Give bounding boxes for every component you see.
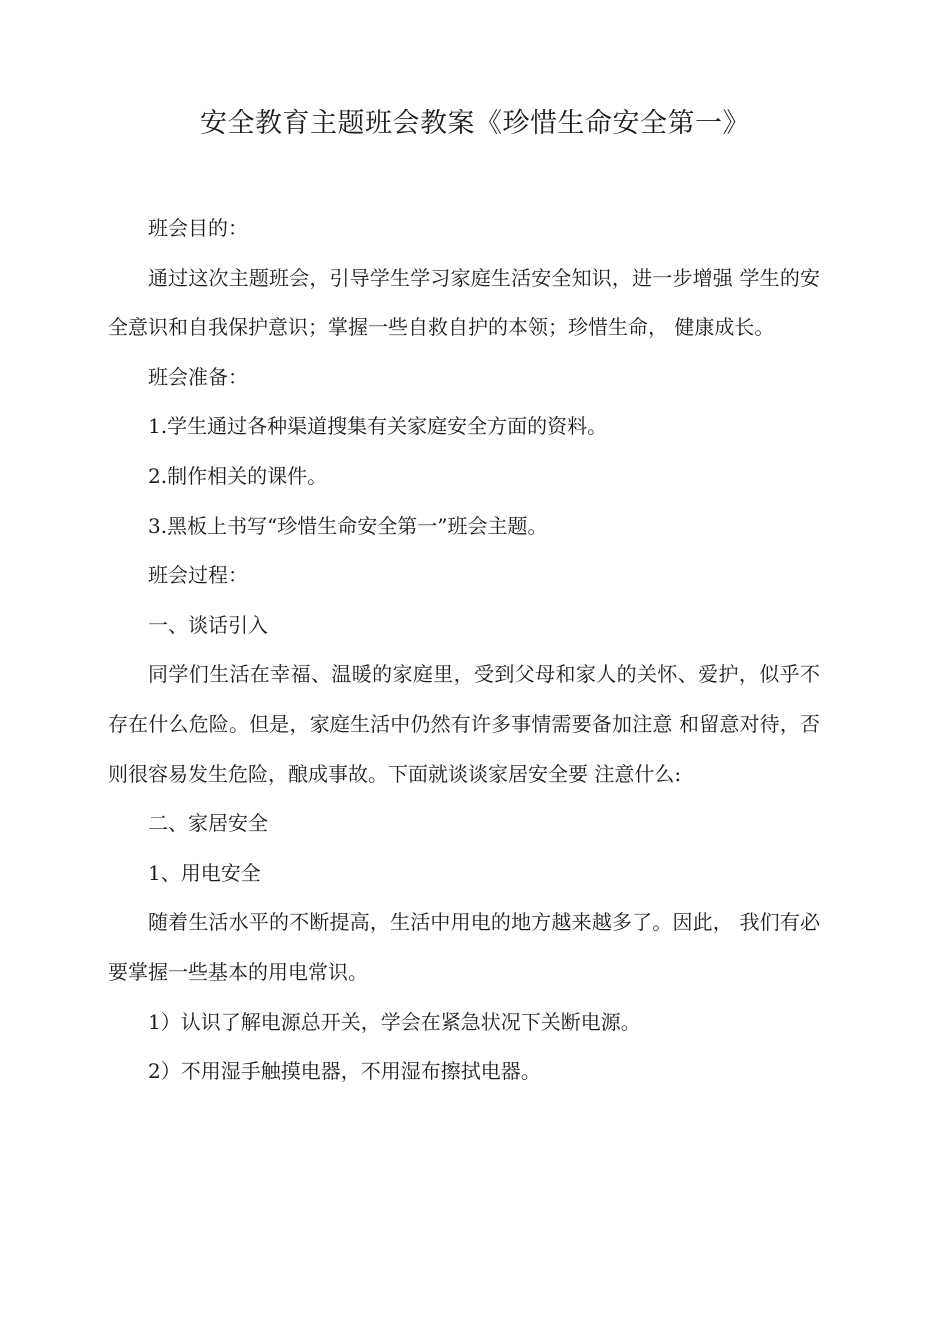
- paragraph-preparation-item-1: 1.学生通过各种渠道搜集有关家庭安全方面的资料。: [148, 414, 608, 439]
- paragraph-purpose-heading: 班会目的：: [148, 216, 248, 240]
- paragraph-section-1-heading: 一、谈话引入: [148, 612, 268, 637]
- paragraph-preparation-heading: 班会准备：: [148, 364, 248, 389]
- paragraph-process-heading: 班会过程：: [148, 563, 248, 588]
- paragraph-preparation-item-3: 3.黑板上书写“珍惜生命安全第一”班会主题。: [148, 513, 548, 538]
- paragraph-purpose-text: 通过这次主题班会，引导学生学习家庭生活安全知识，进一步增强 学生的安全意识和自我保护意识；掌握一些自救自护的本领；珍惜生命， 健康成长。: [108, 265, 820, 340]
- document-title: 安全教育主题班会教案《珍惜生命安全第一》: [200, 108, 750, 139]
- paragraph-preparation-item-2: 2.制作相关的课件。: [148, 463, 328, 488]
- paragraph-electric-safety-heading: 1、用电安全: [148, 860, 261, 885]
- paragraph-electric-safety-text: 随着生活水平的不断提高，生活中用电的地方越来越多了。因此， 我们有必要掌握一些基本的用电常识。: [108, 910, 820, 984]
- paragraph-section-2-heading: 二、家居安全: [148, 811, 268, 836]
- paragraph-section-1-text: 同学们生活在幸福、温暖的家庭里，受到父母和家人的关怀、爱护，似乎不存在什么危险。但是，家庭生活中仍然有许多事情需要备加注意 和留意对待，否则很容易发生危险，酿成事故。下面就谈谈家居安全要 注意什么:: [108, 662, 820, 786]
- document-body: [108, 204, 820, 1097]
- paragraph-electric-rule-2: 2）不用湿手触摸电器，不用湿布擦拭电器。: [148, 1059, 541, 1084]
- paragraph-electric-rule-1: 1）认识了解电源总开关，学会在紧急状况下关断电源。: [148, 1009, 641, 1034]
